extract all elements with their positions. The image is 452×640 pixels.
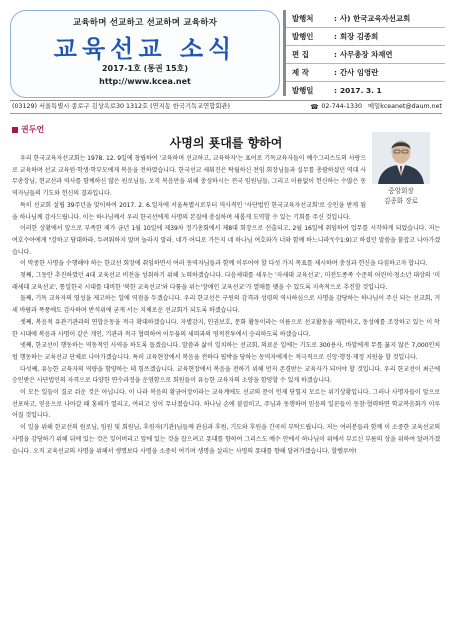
website-link[interactable]: http://www.kcea.net bbox=[99, 77, 191, 86]
article-paragraph: 둘째, 기독 교육자의 영성을 제고하는 일에 역점을 두겠습니다. 우리 한교선은 구원의 감격과 성령의 역사하심으로 사명을 감당하는 하나님이 주신 되는 선교회, 거세 바람과 폭풍에도 감사하며 반석위에 굳게 서는 지체로운 선교회가 되도록 하겠습니다. bbox=[12, 295, 440, 315]
article-paragraph: 셋째, 복음적 유관기관과의 연합운동을 적극 확대하겠습니다. 자별감지, 인권보호, 문화 활동이라는 이름으로 선교활동을 제한하고, 동성애를 조장하고 있는 이 악한 시대에 복음과 사명이 같은 개인, 기관과 적극 협력하여 어두움의 세력과의 영적전투에서 승리하도록 하겠습니다. bbox=[12, 318, 440, 338]
postal-address: (03129) 서울특별시 종로구 김상옥로30 1312호 (연지동 한국기독교연합회관) bbox=[12, 103, 230, 110]
masthead-colon: : bbox=[334, 14, 337, 23]
article-paragraph: 특히 선교회 설립 39주년을 맞이하여 2017. 2. 6.일자에 서울특별시로부터 역사적인 '사단법인 한국교육자선교회'로 승인을 받게 됨을 하나님께 감사드립니다. 이는 하나님께서 우리 한국선에게 사명의 본질에 충실하며 새롭게 도약할 수 있는 기회를 주신 것입니다. bbox=[12, 201, 366, 221]
email-address[interactable]: 메일kceanet@daum.net bbox=[368, 103, 442, 110]
article-paragraph: 이러한 상황에서 앞으로 부족한 제가 금년 1월 10일에 제39차 정기총회에서 제8대 회장으로 선출되고, 2월 16일에 취임하여 업무를 시작하게 되었습니다. 저는 여호수아에게 "강하고 담대하라. 두려워하지 말며 놀라지 말라. 네가 어디로 가든지 네 하나님 여호와가 너와 함께 하느니라"(수1:9)고 하셨던 말씀을 붙잡고 나아가겠습니다. bbox=[12, 225, 440, 256]
photo-caption-role: 중앙회장 bbox=[388, 187, 414, 195]
article-paragraph: 이 막중한 사명을 수행해야 하는 한교선 회장에 취임하면서 여러 동역자님들과 함께 이루어야 할 다섯 가지 목표를 제시하며 충성과 헌신을 다짐하고자 합니다. bbox=[20, 260, 428, 268]
article-body bbox=[12, 153, 440, 457]
masthead-colon: : bbox=[334, 32, 337, 41]
address-bar bbox=[10, 100, 442, 114]
masthead-value: 회장 김종희 bbox=[340, 32, 379, 41]
masthead-value: 간사 임영란 bbox=[340, 68, 379, 77]
masthead-value: 사무총장 차재연 bbox=[340, 50, 393, 59]
square-bullet-icon bbox=[12, 127, 18, 133]
masthead-key: 제 작 bbox=[292, 68, 309, 77]
article-paragraph: 넷째, 한교선이 행동하는 역동적인 사역을 하도록 돕겠습니다. 말씀과 삶이 일치하는 선교회, 의료운 일에는 기도로 300용사, 바알에게 무릎 꿇지 않은 7,000인처럼 행동하는 교육선교 단체로 나아가겠습니다. 특히 교육현장에서 복음을 전하다 핍박을 당하는 동역자에게는 적극적으로 신앙·행정·재정 지원을 할 것입니다. bbox=[12, 342, 440, 361]
article-paragraph: 첫째, 그동안 추진하였던 4대 교육선교 비전을 성취하기 위해 노력하겠습니다. 다음세대를 세우는 '자세대 교육선교', 미전도종족 수준의 어린이·청소년 대상의 '미래세대 교육선교', 통일한국 시대를 대비한 '북한 교육선교'와 다툼을 위는'장애인 교육선교'가 열매를 맺을 수 있도록 지속적으로 추진할 것입니다. bbox=[12, 272, 440, 291]
masthead-row bbox=[286, 28, 445, 46]
masthead-info bbox=[283, 10, 445, 96]
article-paragraph: 이 모든 일들이 결코 쉬운 것은 아닙니다. 이 나라 복음의 황금어장이라는 교육계에도 선교의 문이 언제 닫힐지 모르는 위기상황입니다. 그러나 사명자들이 앞으로 선포하고, 믿음으로 나아갈 때 홍해가 열리고, 여리고 성이 무너졌습니다. 하나님 손에 붙잡히고, 주님과 동행하며 믿음의 일꾼들이 동참·협력하면 학교복음화가 이루어질 것입니다. bbox=[12, 389, 440, 420]
masthead-key: 발행인 bbox=[292, 32, 314, 41]
masthead-colon: : bbox=[334, 50, 337, 59]
phone-icon: ☎ bbox=[310, 103, 319, 111]
masthead-key: 편 집 bbox=[292, 50, 309, 59]
masthead-value: 2017. 3. 1 bbox=[340, 86, 382, 95]
masthead-key: 발행일 bbox=[292, 86, 314, 95]
section-label-text: 권두언 bbox=[21, 125, 45, 134]
body-wrap-area bbox=[12, 153, 366, 223]
article-paragraph: 다섯째, 유능한 교육자의 역량을 함양하는 데 힘쓰겠습니다. 교육현장에서 복음을 전하기 위해 먼저 존경받는 교육자가 되어야 할 것입니다. 우리 한교선이 최근에 승인받은 사단법인의 자격으로 다양한 연수과정을 운영함으로 회원들이 유능한 교육자의 소양을 함양할 수 있게 하겠습니다. bbox=[12, 365, 440, 385]
phone-number[interactable]: 02-744-1330 bbox=[321, 103, 363, 110]
masthead-row bbox=[286, 10, 445, 28]
title-box bbox=[10, 10, 280, 98]
photo-caption-name: 김종화 장로 bbox=[384, 197, 418, 205]
issue-number: 2017-1호 (통권 15호) bbox=[101, 64, 189, 73]
article-title: 사명의 푯대를 향하여 bbox=[169, 136, 283, 150]
masthead-colon: : bbox=[334, 68, 337, 77]
masthead-value: 사) 한국교육자선교회 bbox=[340, 14, 411, 23]
masthead-colon: : bbox=[334, 86, 337, 95]
masthead-row bbox=[286, 82, 445, 99]
header bbox=[10, 10, 442, 96]
masthead-row bbox=[286, 46, 445, 64]
newsletter-title: 교육선교 소식 bbox=[53, 34, 237, 63]
masthead-key: 발행처 bbox=[292, 14, 314, 23]
tagline: 교육하며 선교하고 선교하며 교육하자 bbox=[72, 18, 218, 28]
article-paragraph: 이 일을 위해 한교선의 원로님, 임원 및 회원님, 후원자(기관)님들께 관심과 후원, 기도와 후원을 간곡히 부탁드립니다. 저는 여러분들과 함께 이 소중한 교육선교의 사명을 감당하기 위해 뒤에 있는 것은 잊어버리고 앞에 있는 것을 잡으려고 푯대를 향하여 그리스도 예수 안에서 하나님이 위에서 부르신 부름의 상을 위하여 달려가겠습니다. 오직 교육선교의 사명을 위해서 생명보다 사명을 소중히 여기며 생명을 살리는 사명의 푯대를 향해 달려가겠습니다. 할렐루야! bbox=[12, 424, 440, 455]
masthead-row bbox=[286, 64, 445, 82]
article-paragraph: 우리 한국교육자선교회는 1978. 12. 9일에 창립하여 '교육하며 선교하고, 교육하자'는 표어로 기독교육자들이 예수그리스도의 사랑으로 교육하며 선교 교육원·학생·학부모에게 복음을 전하였습니다. 한국선교 세워진은 탁월하신 전임 회장님들과 실무를 총괄하셨던 역대 사무총장님, 현교선과 역사를 함께하신 많은 원로님들, 오직 복음만을 위해 충성하시는 전국 임원님들, 그리고 이름없이 헌신하는 수많은 동역자님들의 기도와 헌신의 결과입니다. bbox=[12, 155, 366, 198]
phone-group bbox=[310, 101, 362, 113]
